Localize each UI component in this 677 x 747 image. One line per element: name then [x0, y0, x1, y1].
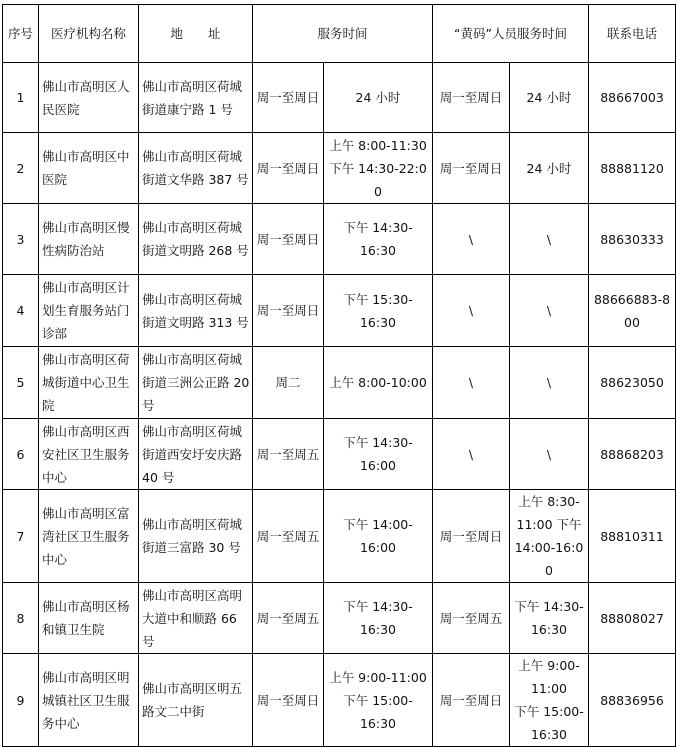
header-no: 序号 [3, 5, 39, 63]
yellow-code-hours [510, 133, 589, 204]
institution-name: 佛山市高明区中医院 [39, 133, 139, 204]
yellow-code-days: \ [433, 275, 510, 347]
service-hours [324, 583, 433, 654]
contact-phone: 88868203 [589, 419, 676, 490]
service-hours-line: 16:30 [359, 715, 397, 731]
yellow-code-hours [510, 347, 589, 419]
institution-address: 佛山市高明区荷城街道三洲公正路 20 号 [139, 347, 253, 419]
service-hours-line: 下午 15:30- [343, 291, 413, 307]
yellow-code-hours [510, 583, 589, 654]
service-hours [324, 204, 433, 275]
yellow-code-hours [510, 204, 589, 275]
yellow-code-hours-line: 24 小时 [526, 90, 572, 105]
yellow-code-hours-line: \ [546, 446, 552, 462]
institution-address: 佛山市高明区荷城街道文明路 313 号 [139, 275, 253, 347]
yellow-code-hours-line: 16:30 [530, 622, 568, 637]
service-hours [324, 419, 433, 490]
service-days: 周一至周五 [253, 490, 324, 583]
row-number: 3 [3, 204, 39, 275]
yellow-code-hours [510, 419, 589, 490]
service-days: 周一至周日 [253, 204, 324, 275]
institution-name: 佛山市高明区杨和镇卫生院 [39, 583, 139, 654]
service-hours [324, 347, 433, 419]
service-days: 周一至周日 [253, 63, 324, 133]
yellow-code-days: \ [433, 419, 510, 490]
service-hours-line: 下午 14:00- [343, 517, 413, 532]
yellow-code-days: \ [433, 347, 510, 419]
row-number: 2 [3, 133, 39, 204]
table-row [3, 204, 676, 275]
institution-address: 佛山市高明区荷城街道康宁路 1 号 [139, 63, 253, 133]
row-number: 5 [3, 347, 39, 419]
yellow-code-days: 周一至周日 [433, 654, 510, 747]
service-days: 周一至周日 [253, 133, 324, 204]
service-days: 周一至周五 [253, 583, 324, 654]
row-number: 9 [3, 654, 39, 747]
service-hours [324, 133, 433, 204]
contact-phone: 88810311 [589, 490, 676, 583]
service-days: 周一至周五 [253, 419, 324, 490]
table-body [3, 63, 676, 747]
row-number: 4 [3, 275, 39, 347]
institution-name: 佛山市高明区慢性病防治站 [39, 204, 139, 275]
yellow-code-days: 周一至周日 [433, 133, 510, 204]
institution-address: 佛山市高明区荷城街道文华路 387 号 [139, 133, 253, 204]
header-row [3, 5, 676, 63]
contact-phone: 88630333 [589, 204, 676, 275]
contact-phone: 88623050 [589, 347, 676, 419]
service-days: 周二 [253, 347, 324, 419]
service-hours-line: 24 小时 [355, 90, 401, 105]
contact-phone: 88836956 [589, 654, 676, 747]
service-hours-line: 16:00 [359, 458, 397, 473]
table-row [3, 133, 676, 204]
institution-address: 佛山市高明区荷城街道三富路 30 号 [139, 490, 253, 583]
institution-name: 佛山市高明区明城镇社区卫生服务中心 [39, 654, 139, 747]
header-service-time: 服务时间 [253, 5, 433, 63]
yellow-code-hours [510, 63, 589, 133]
service-hours-line: 16:30 [359, 243, 397, 258]
institution-name: 佛山市高明区人民医院 [39, 63, 139, 133]
service-days: 周一至周日 [253, 275, 324, 347]
institution-name: 佛山市高明区荷城街道中心卫生院 [39, 347, 139, 419]
yellow-code-hours-line: 11:00 [530, 681, 568, 696]
service-hours-line: 下午 14:30- [343, 599, 413, 614]
row-number: 6 [3, 419, 39, 490]
service-hours-line: 16:30 [359, 622, 397, 637]
table-row [3, 63, 676, 133]
yellow-code-hours-line: \ [546, 231, 552, 247]
service-schedule-table [2, 4, 676, 747]
row-number: 1 [3, 63, 39, 133]
yellow-code-days: 周一至周五 [433, 583, 510, 654]
yellow-code-hours-line: 11:00 下午 [516, 517, 582, 532]
institution-address: 佛山市高明区明五路文二中街 [139, 654, 253, 747]
service-hours-line: 上午 8:00-11:30 [329, 137, 427, 153]
institution-name: 佛山市高明区西安社区卫生服务中心 [39, 419, 139, 490]
yellow-code-hours-line: \ [546, 303, 552, 318]
yellow-code-hours-line: 上午 9:00- [518, 658, 580, 673]
table-row [3, 419, 676, 490]
service-hours [324, 63, 433, 133]
service-days: 周一至周日 [253, 654, 324, 747]
contact-phone: 88808027 [589, 583, 676, 654]
contact-phone: 88667003 [589, 63, 676, 133]
table-row [3, 490, 676, 583]
yellow-code-hours-line: 24 小时 [526, 160, 572, 176]
service-hours-line: 下午 15:00- [343, 692, 413, 708]
service-hours-line: 下午 14:30-22:00 [329, 160, 427, 199]
yellow-code-hours-line: 14:00-16:00 [514, 540, 584, 578]
table-row [3, 583, 676, 654]
yellow-code-hours [510, 490, 589, 583]
institution-name: 佛山市高明区富湾社区卫生服务中心 [39, 490, 139, 583]
service-hours [324, 490, 433, 583]
service-hours-line: 上午 9:00-11:00 [329, 669, 427, 685]
header-phone: 联系电话 [589, 5, 676, 63]
institution-address: 佛山市高明区荷城街道文明路 268 号 [139, 204, 253, 275]
yellow-code-hours-line: 上午 8:30- [518, 494, 580, 509]
service-hours-line: 下午 14:30- [343, 435, 413, 450]
yellow-code-hours [510, 275, 589, 347]
contact-phone: 88666883-800 [589, 275, 676, 347]
table-row [3, 275, 676, 347]
institution-address: 佛山市高明区荷城街道西安圩安庆路 40 号 [139, 419, 253, 490]
yellow-code-hours-line: 16:30 [530, 727, 568, 742]
yellow-code-days: 周一至周日 [433, 490, 510, 583]
row-number: 7 [3, 490, 39, 583]
yellow-code-hours-line: 下午 14:30- [514, 599, 584, 614]
yellow-code-days: 周一至周日 [433, 63, 510, 133]
service-hours-line: 上午 8:00-10:00 [329, 375, 427, 390]
header-address: 地 址 [139, 5, 253, 63]
yellow-code-hours-line: 下午 15:00- [514, 704, 584, 719]
service-hours-line: 16:30 [359, 314, 397, 330]
yellow-code-days: \ [433, 204, 510, 275]
row-number: 8 [3, 583, 39, 654]
service-hours-line: 下午 14:30- [343, 220, 413, 235]
service-hours-line: 16:00 [359, 540, 397, 555]
header-yellow-code-time: “黄码”人员服务时间 [433, 5, 589, 63]
service-hours [324, 275, 433, 347]
header-name: 医疗机构名称 [39, 5, 139, 63]
yellow-code-hours-line: \ [546, 375, 552, 390]
institution-address: 佛山市高明区高明大道中和顺路 66 号 [139, 583, 253, 654]
contact-phone: 88881120 [589, 133, 676, 204]
table-row [3, 347, 676, 419]
institution-name: 佛山市高明区计划生育服务站门诊部 [39, 275, 139, 347]
